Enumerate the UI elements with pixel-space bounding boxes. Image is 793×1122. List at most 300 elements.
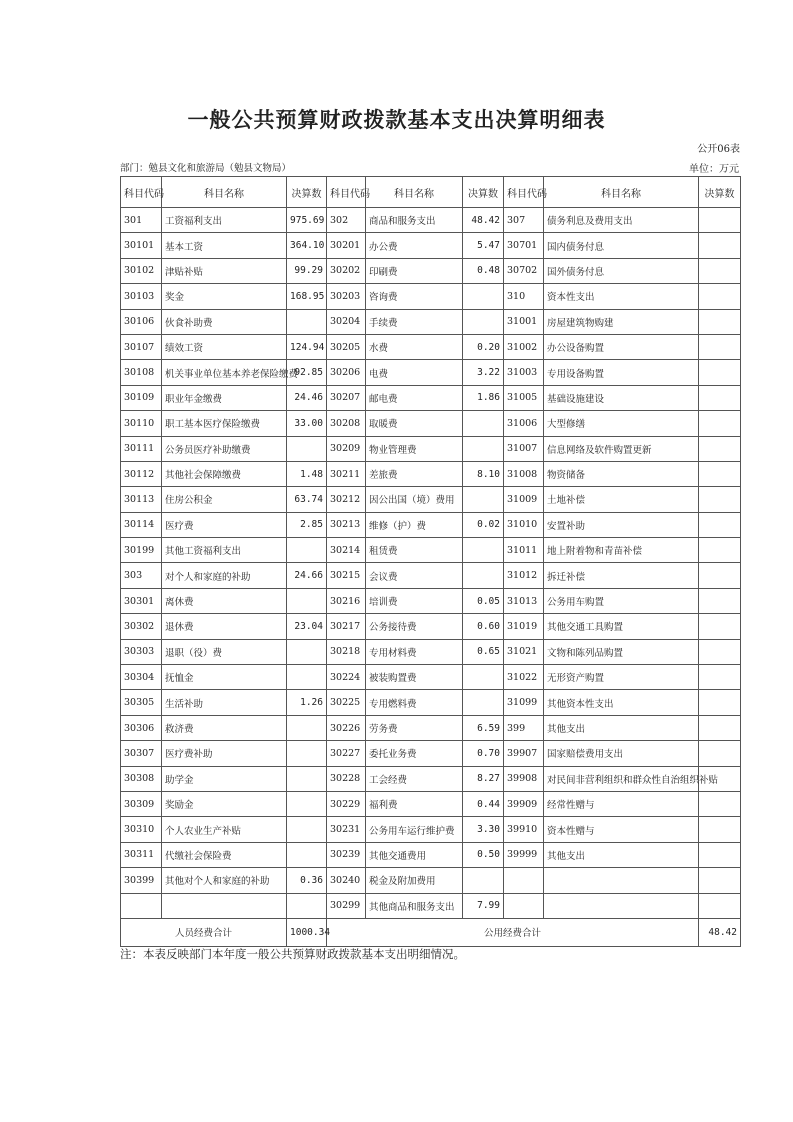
- name-cell: 退休费: [162, 614, 287, 639]
- amount-cell: [287, 715, 327, 740]
- name-cell: 公务用车运行维护费: [366, 817, 463, 842]
- code-cell: 31006: [504, 411, 544, 436]
- header-cell: 决算数: [463, 177, 504, 208]
- name-cell: 邮电费: [366, 385, 463, 410]
- amount-cell: [699, 385, 741, 410]
- amount-cell: 2.85: [287, 512, 327, 537]
- table-row: [121, 461, 741, 486]
- code-cell: 30304: [121, 665, 162, 690]
- amount-cell: [699, 639, 741, 664]
- table-row: [121, 588, 741, 613]
- header-cell: 科目代码: [121, 177, 162, 208]
- code-cell: 30206: [327, 360, 366, 385]
- personnel-total-label: 人员经费合计: [121, 918, 287, 946]
- name-cell: 专用燃料费: [366, 690, 463, 715]
- code-cell: 30208: [327, 411, 366, 436]
- code-cell: 310: [504, 284, 544, 309]
- amount-cell: [463, 436, 504, 461]
- code-cell: 30107: [121, 334, 162, 359]
- name-cell: 奖励金: [162, 791, 287, 816]
- name-cell: 其他社会保障缴费: [162, 461, 287, 486]
- name-cell: 劳务费: [366, 715, 463, 740]
- amount-cell: [699, 893, 741, 918]
- name-cell: 安置补助: [544, 512, 699, 537]
- name-cell: 其他交通费用: [366, 842, 463, 867]
- amount-cell: [699, 842, 741, 867]
- amount-cell: 99.29: [287, 258, 327, 283]
- code-cell: 30207: [327, 385, 366, 410]
- name-cell: 债务利息及费用支出: [544, 208, 699, 233]
- code-cell: 30224: [327, 665, 366, 690]
- code-cell: 30209: [327, 436, 366, 461]
- table-row: [121, 436, 741, 461]
- name-cell: 办公设备购置: [544, 334, 699, 359]
- amount-cell: [699, 715, 741, 740]
- code-cell: 30102: [121, 258, 162, 283]
- name-cell: 商品和服务支出: [366, 208, 463, 233]
- amount-cell: [463, 411, 504, 436]
- name-cell: 助学金: [162, 766, 287, 791]
- table-row: [121, 385, 741, 410]
- code-cell: 39910: [504, 817, 544, 842]
- amount-cell: [287, 436, 327, 461]
- code-cell: 30303: [121, 639, 162, 664]
- code-cell: 30112: [121, 461, 162, 486]
- amount-cell: [699, 208, 741, 233]
- code-cell: 30201: [327, 233, 366, 258]
- amount-cell: 8.27: [463, 766, 504, 791]
- amount-cell: [287, 538, 327, 563]
- name-cell: 维修（护）费: [366, 512, 463, 537]
- amount-cell: 0.50: [463, 842, 504, 867]
- name-cell: 职业年金缴费: [162, 385, 287, 410]
- table-code: 公开06表: [697, 144, 740, 155]
- name-cell: 工资福利支出: [162, 208, 287, 233]
- amount-cell: 124.94: [287, 334, 327, 359]
- name-cell: 经常性赠与: [544, 791, 699, 816]
- name-cell: 被装购置费: [366, 665, 463, 690]
- name-cell: 住房公积金: [162, 487, 287, 512]
- amount-cell: [287, 741, 327, 766]
- name-cell: 土地补偿: [544, 487, 699, 512]
- code-cell: 30310: [121, 817, 162, 842]
- code-cell: 30203: [327, 284, 366, 309]
- amount-cell: [699, 436, 741, 461]
- amount-cell: [287, 893, 327, 918]
- name-cell: 其他交通工具购置: [544, 614, 699, 639]
- amount-cell: [287, 791, 327, 816]
- amount-cell: 0.05: [463, 588, 504, 613]
- amount-cell: [699, 334, 741, 359]
- amount-cell: [699, 461, 741, 486]
- code-cell: 30211: [327, 461, 366, 486]
- name-cell: 信息网络及软件购置更新: [544, 436, 699, 461]
- amount-cell: 92.85: [287, 360, 327, 385]
- code-cell: 30215: [327, 563, 366, 588]
- amount-cell: [699, 538, 741, 563]
- name-cell: 其他支出: [544, 715, 699, 740]
- code-cell: 30108: [121, 360, 162, 385]
- name-cell: 公务接待费: [366, 614, 463, 639]
- amount-cell: 0.44: [463, 791, 504, 816]
- name-cell: 国外债务付息: [544, 258, 699, 283]
- code-cell: 30305: [121, 690, 162, 715]
- table-row: [121, 512, 741, 537]
- name-cell: 资本性赠与: [544, 817, 699, 842]
- amount-cell: 24.46: [287, 385, 327, 410]
- code-cell: 30307: [121, 741, 162, 766]
- table-row: [121, 258, 741, 283]
- table-row: [121, 208, 741, 233]
- amount-cell: 0.70: [463, 741, 504, 766]
- header-row: [121, 177, 741, 208]
- name-cell: 手续费: [366, 309, 463, 334]
- name-cell: 机关事业单位基本养老保险缴费: [162, 360, 287, 385]
- code-cell: 301: [121, 208, 162, 233]
- amount-cell: [699, 487, 741, 512]
- code-cell: 30231: [327, 817, 366, 842]
- amount-cell: [699, 690, 741, 715]
- code-cell: 31099: [504, 690, 544, 715]
- amount-cell: [699, 309, 741, 334]
- amount-cell: [699, 411, 741, 436]
- amount-cell: 23.04: [287, 614, 327, 639]
- amount-cell: [463, 563, 504, 588]
- name-cell: 奖金: [162, 284, 287, 309]
- amount-cell: 8.10: [463, 461, 504, 486]
- name-cell: 福利费: [366, 791, 463, 816]
- name-cell: 退职（役）费: [162, 639, 287, 664]
- code-cell: 30214: [327, 538, 366, 563]
- code-cell: 30309: [121, 791, 162, 816]
- page-title: 一般公共预算财政拨款基本支出决算明细表: [187, 107, 606, 132]
- name-cell: 对民间非营利组织和群众性自治组织补贴: [544, 766, 699, 791]
- amount-cell: 5.47: [463, 233, 504, 258]
- amount-cell: [287, 817, 327, 842]
- table-row: [121, 487, 741, 512]
- code-cell: 30204: [327, 309, 366, 334]
- unit-label: 单位：万元: [689, 164, 739, 175]
- amount-cell: [699, 791, 741, 816]
- name-cell: 基本工资: [162, 233, 287, 258]
- name-cell: 其他资本性支出: [544, 690, 699, 715]
- footnote: 注：本表反映部门本年度一般公共预算财政拨款基本支出明细情况。: [120, 947, 465, 961]
- code-cell: 31007: [504, 436, 544, 461]
- name-cell: 物资储备: [544, 461, 699, 486]
- code-cell: 30212: [327, 487, 366, 512]
- name-cell: 资本性支出: [544, 284, 699, 309]
- code-cell: 39909: [504, 791, 544, 816]
- code-cell: 30702: [504, 258, 544, 283]
- amount-cell: [463, 538, 504, 563]
- code-cell: 30227: [327, 741, 366, 766]
- amount-cell: 0.48: [463, 258, 504, 283]
- table-row: [121, 893, 741, 918]
- amount-cell: 7.99: [463, 893, 504, 918]
- table-row: [121, 741, 741, 766]
- code-cell: 39907: [504, 741, 544, 766]
- amount-cell: [287, 665, 327, 690]
- name-cell: 专用材料费: [366, 639, 463, 664]
- name-cell: 因公出国（境）费用: [366, 487, 463, 512]
- name-cell: 税金及附加费用: [366, 868, 463, 893]
- name-cell: 救济费: [162, 715, 287, 740]
- table-row: [121, 791, 741, 816]
- name-cell: 离休费: [162, 588, 287, 613]
- amount-cell: 33.00: [287, 411, 327, 436]
- amount-cell: [463, 309, 504, 334]
- name-cell: 其他对个人和家庭的补助: [162, 868, 287, 893]
- amount-cell: 48.42: [463, 208, 504, 233]
- code-cell: 31001: [504, 309, 544, 334]
- code-cell: 30218: [327, 639, 366, 664]
- table-row: [121, 360, 741, 385]
- amount-cell: 0.02: [463, 512, 504, 537]
- name-cell: 无形资产购置: [544, 665, 699, 690]
- code-cell: 303: [121, 563, 162, 588]
- name-cell: 基础设施建设: [544, 385, 699, 410]
- name-cell: 水费: [366, 334, 463, 359]
- amount-cell: 3.22: [463, 360, 504, 385]
- amount-cell: 6.59: [463, 715, 504, 740]
- code-cell: 399: [504, 715, 544, 740]
- code-cell: 30106: [121, 309, 162, 334]
- name-cell: 代缴社会保险费: [162, 842, 287, 867]
- code-cell: 39908: [504, 766, 544, 791]
- code-cell: 30229: [327, 791, 366, 816]
- amount-cell: [699, 588, 741, 613]
- code-cell: 30299: [327, 893, 366, 918]
- table-row: [121, 538, 741, 563]
- name-cell: 津贴补贴: [162, 258, 287, 283]
- name-cell: 会议费: [366, 563, 463, 588]
- totals-row: [121, 918, 741, 946]
- table-row: [121, 715, 741, 740]
- amount-cell: [699, 563, 741, 588]
- name-cell: 职工基本医疗保险缴费: [162, 411, 287, 436]
- amount-cell: [699, 614, 741, 639]
- amount-cell: 1.86: [463, 385, 504, 410]
- code-cell: 30103: [121, 284, 162, 309]
- table-row: [121, 233, 741, 258]
- name-cell: [544, 893, 699, 918]
- code-cell: 30306: [121, 715, 162, 740]
- code-cell: 30308: [121, 766, 162, 791]
- code-cell: 31008: [504, 461, 544, 486]
- code-cell: 31013: [504, 588, 544, 613]
- amount-cell: [699, 360, 741, 385]
- name-cell: 伙食补助费: [162, 309, 287, 334]
- amount-cell: 3.30: [463, 817, 504, 842]
- header-cell: 科目代码: [327, 177, 366, 208]
- code-cell: 30101: [121, 233, 162, 258]
- table-row: [121, 639, 741, 664]
- amount-cell: 975.69: [287, 208, 327, 233]
- amount-cell: [287, 639, 327, 664]
- code-cell: 31010: [504, 512, 544, 537]
- header-cell: 决算数: [699, 177, 741, 208]
- amount-cell: 364.10: [287, 233, 327, 258]
- code-cell: 31003: [504, 360, 544, 385]
- name-cell: 对个人和家庭的补助: [162, 563, 287, 588]
- department-label: 部门：勉县文化和旅游局（勉县文物局）: [120, 163, 292, 174]
- name-cell: 取暖费: [366, 411, 463, 436]
- table-row: [121, 766, 741, 791]
- table-row: [121, 284, 741, 309]
- table-row: [121, 309, 741, 334]
- code-cell: 30226: [327, 715, 366, 740]
- amount-cell: 0.20: [463, 334, 504, 359]
- name-cell: 医疗费: [162, 512, 287, 537]
- code-cell: 30217: [327, 614, 366, 639]
- name-cell: 其他商品和服务支出: [366, 893, 463, 918]
- amount-cell: [699, 233, 741, 258]
- code-cell: 30240: [327, 868, 366, 893]
- code-cell: 31002: [504, 334, 544, 359]
- code-cell: 30110: [121, 411, 162, 436]
- table-row: [121, 817, 741, 842]
- amount-cell: [287, 842, 327, 867]
- code-cell: 30302: [121, 614, 162, 639]
- code-cell: 30109: [121, 385, 162, 410]
- amount-cell: 24.66: [287, 563, 327, 588]
- amount-cell: [287, 309, 327, 334]
- name-cell: 国家赔偿费用支出: [544, 741, 699, 766]
- amount-cell: [699, 665, 741, 690]
- name-cell: 咨询费: [366, 284, 463, 309]
- name-cell: 培训费: [366, 588, 463, 613]
- name-cell: 个人农业生产补贴: [162, 817, 287, 842]
- name-cell: 专用设备购置: [544, 360, 699, 385]
- code-cell: 30311: [121, 842, 162, 867]
- name-cell: 国内债务付息: [544, 233, 699, 258]
- code-cell: 307: [504, 208, 544, 233]
- name-cell: 印刷费: [366, 258, 463, 283]
- table-row: [121, 614, 741, 639]
- table-row: [121, 868, 741, 893]
- amount-cell: 1.26: [287, 690, 327, 715]
- code-cell: 31005: [504, 385, 544, 410]
- amount-cell: [699, 512, 741, 537]
- code-cell: 30213: [327, 512, 366, 537]
- amount-cell: [699, 741, 741, 766]
- header-cell: 科目名称: [162, 177, 287, 208]
- name-cell: 抚恤金: [162, 665, 287, 690]
- amount-cell: [463, 690, 504, 715]
- code-cell: 30216: [327, 588, 366, 613]
- code-cell: [504, 893, 544, 918]
- code-cell: [121, 893, 162, 918]
- code-cell: 30199: [121, 538, 162, 563]
- amount-cell: 0.36: [287, 868, 327, 893]
- name-cell: 拆迁补偿: [544, 563, 699, 588]
- code-cell: 31009: [504, 487, 544, 512]
- code-cell: 30701: [504, 233, 544, 258]
- name-cell: 大型修缮: [544, 411, 699, 436]
- name-cell: 物业管理费: [366, 436, 463, 461]
- amount-cell: [699, 284, 741, 309]
- header-cell: 科目名称: [366, 177, 463, 208]
- code-cell: 31011: [504, 538, 544, 563]
- name-cell: 办公费: [366, 233, 463, 258]
- code-cell: 30301: [121, 588, 162, 613]
- table-row: [121, 842, 741, 867]
- name-cell: 医疗费补助: [162, 741, 287, 766]
- amount-cell: [463, 665, 504, 690]
- header-cell: 科目代码: [504, 177, 544, 208]
- name-cell: 生活补助: [162, 690, 287, 715]
- name-cell: 文物和陈列品购置: [544, 639, 699, 664]
- name-cell: 房屋建筑物购建: [544, 309, 699, 334]
- code-cell: 31012: [504, 563, 544, 588]
- public-total-label: 公用经费合计: [327, 918, 699, 946]
- personnel-total-value: 1000.34: [287, 918, 327, 946]
- name-cell: 其他工资福利支出: [162, 538, 287, 563]
- table-row: [121, 665, 741, 690]
- code-cell: 31021: [504, 639, 544, 664]
- table-row: [121, 411, 741, 436]
- amount-cell: 168.95: [287, 284, 327, 309]
- code-cell: 30225: [327, 690, 366, 715]
- code-cell: 30205: [327, 334, 366, 359]
- name-cell: 工会经费: [366, 766, 463, 791]
- amount-cell: [699, 258, 741, 283]
- code-cell: 30228: [327, 766, 366, 791]
- code-cell: 39999: [504, 842, 544, 867]
- amount-cell: [699, 817, 741, 842]
- amount-cell: 1.48: [287, 461, 327, 486]
- header-cell: 决算数: [287, 177, 327, 208]
- amount-cell: [287, 588, 327, 613]
- table-row: [121, 334, 741, 359]
- amount-cell: [287, 766, 327, 791]
- code-cell: 31022: [504, 665, 544, 690]
- amount-cell: [699, 868, 741, 893]
- name-cell: [162, 893, 287, 918]
- code-cell: 30202: [327, 258, 366, 283]
- amount-cell: 0.65: [463, 639, 504, 664]
- name-cell: 地上附着物和青苗补偿: [544, 538, 699, 563]
- table-row: [121, 563, 741, 588]
- name-cell: 电费: [366, 360, 463, 385]
- code-cell: 30113: [121, 487, 162, 512]
- name-cell: 绩效工资: [162, 334, 287, 359]
- amount-cell: [463, 284, 504, 309]
- name-cell: 其他支出: [544, 842, 699, 867]
- amount-cell: 63.74: [287, 487, 327, 512]
- code-cell: 30111: [121, 436, 162, 461]
- code-cell: 30114: [121, 512, 162, 537]
- name-cell: 租赁费: [366, 538, 463, 563]
- header-cell: 科目名称: [544, 177, 699, 208]
- name-cell: [544, 868, 699, 893]
- name-cell: 差旅费: [366, 461, 463, 486]
- expenditure-table: [120, 176, 741, 947]
- amount-cell: [463, 868, 504, 893]
- code-cell: 30399: [121, 868, 162, 893]
- code-cell: [504, 868, 544, 893]
- code-cell: 30239: [327, 842, 366, 867]
- amount-cell: [463, 487, 504, 512]
- table-row: [121, 690, 741, 715]
- amount-cell: 0.60: [463, 614, 504, 639]
- code-cell: 31019: [504, 614, 544, 639]
- code-cell: 302: [327, 208, 366, 233]
- public-total-value: 48.42: [699, 918, 741, 946]
- name-cell: 公务用车购置: [544, 588, 699, 613]
- name-cell: 公务员医疗补助缴费: [162, 436, 287, 461]
- name-cell: 委托业务费: [366, 741, 463, 766]
